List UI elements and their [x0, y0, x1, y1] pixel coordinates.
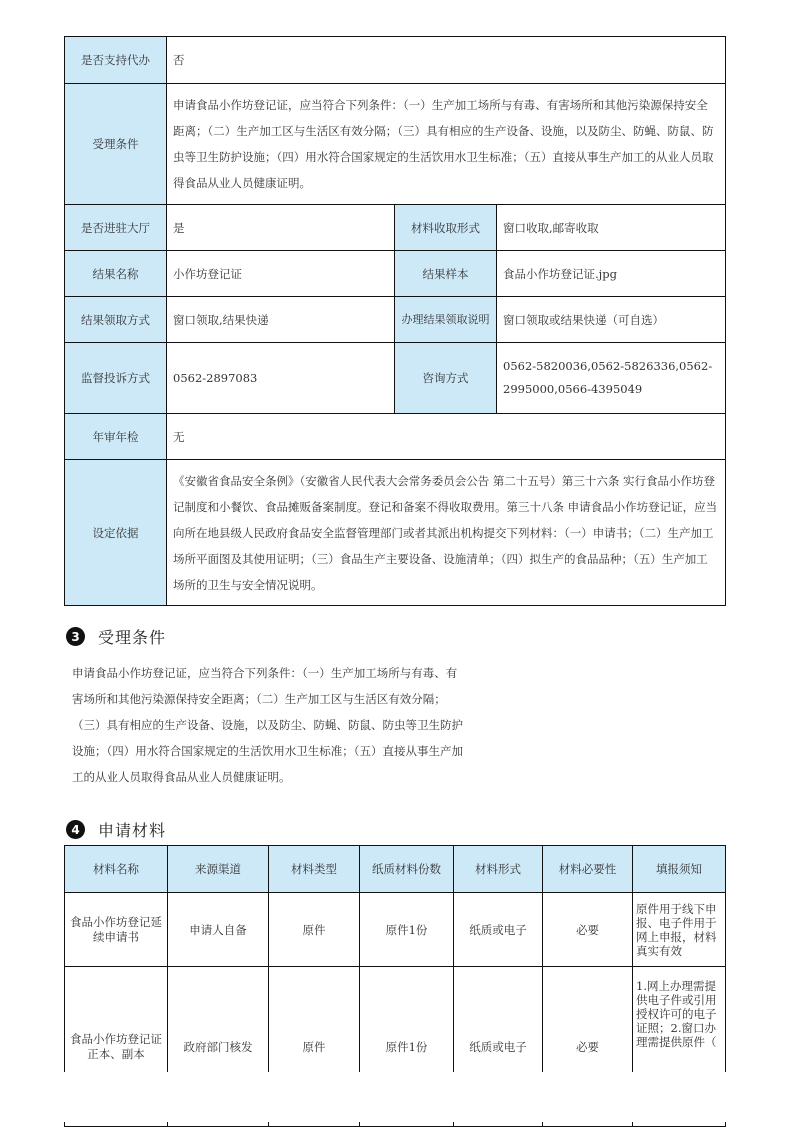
- section-3-number-icon: 3: [66, 627, 85, 646]
- header-paper-copies: 纸质材料份数: [360, 846, 454, 893]
- complaint-value: 0562-2897083: [167, 343, 395, 414]
- material-note: 原件用于线下申报、电子件用于网上申报，材料真实有效: [633, 893, 726, 967]
- annual-label: 年审年检: [65, 414, 167, 460]
- result-receive-label: 结果领取方式: [65, 297, 167, 343]
- material-form-label: 材料收取形式: [395, 205, 497, 251]
- material-form-value: 窗口收取,邮寄收取: [497, 205, 726, 251]
- header-necessity: 材料必要性: [543, 846, 633, 893]
- material-copies: 原件1份: [360, 893, 454, 967]
- acceptance-value: 申请食品小作坊登记证，应当符合下列条件：（一）生产加工场所与有毒、有害场所和其他污染源保持安全距离；（二）生产加工区与生活区有效分隔；（三）具有相应的生产设备、设施，以及防尘、防蝇、防鼠、防虫等卫生防护设施；（四）用水符合国家规定的生活饮用水卫生标准；（五）直接从事生产加工的从业人员取得食品从业人员健康证明。: [167, 84, 726, 205]
- hall-label: 是否进驻大厅: [65, 205, 167, 251]
- material-source: 申请人自备: [168, 893, 269, 967]
- row-result-name: [65, 251, 726, 297]
- material-source: 政府部门核发: [168, 967, 269, 1127]
- row-acceptance: [65, 84, 726, 205]
- basis-label: 设定依据: [65, 460, 167, 606]
- material-copies: 原件1份: [360, 967, 454, 1127]
- material-necessity: 必要: [543, 967, 633, 1127]
- material-name: 食品小作坊登记证正本、副本: [65, 967, 168, 1127]
- result-sample-value: 食品小作坊登记证.jpg: [497, 251, 726, 297]
- section-3-title: 受理条件: [98, 628, 167, 647]
- material-type: 原件: [269, 967, 360, 1127]
- section-4-header: [66, 818, 166, 841]
- consult-label: 咨询方式: [395, 343, 497, 414]
- consult-value: 0562-5820036,0562-5826336,0562-2995000,0566-4395049: [497, 343, 726, 414]
- section-4-title: 申请材料: [98, 821, 167, 840]
- header-source: 来源渠道: [168, 846, 269, 893]
- service-info-table: [64, 36, 726, 606]
- acceptance-label: 受理条件: [65, 84, 167, 205]
- header-material-name: 材料名称: [65, 846, 168, 893]
- row-annual: [65, 414, 726, 460]
- row-support-agent: [65, 37, 726, 84]
- annual-value: 无: [167, 414, 726, 460]
- header-material-form: 材料形式: [454, 846, 543, 893]
- hall-value: 是: [167, 205, 395, 251]
- material-note: 1.网上办理需提供电子件或引用授权许可的电子证照；2.窗口办理需提供原件（: [633, 967, 726, 1127]
- result-note-label: 办理结果领取说明: [395, 297, 497, 343]
- section-4-number-icon: 4: [66, 820, 85, 839]
- row-basis: [65, 460, 726, 606]
- header-fill-notes: 填报须知: [633, 846, 726, 893]
- material-name: 食品小作坊登记延续申请书: [65, 893, 168, 967]
- page-bottom-margin: [0, 1072, 793, 1122]
- material-necessity: 必要: [543, 893, 633, 967]
- result-note-value: 窗口领取或结果快递（可自选）: [497, 297, 726, 343]
- support-agent-label: 是否支持代办: [65, 37, 167, 84]
- result-name-value: 小作坊登记证: [167, 251, 395, 297]
- materials-header-row: [65, 846, 726, 893]
- acceptance-conditions-text: 申请食品小作坊登记证，应当符合下列条件：（一）生产加工场所与有毒、有害场所和其他污染源保持安全距离；（二）生产加工区与生活区有效分隔；（三）具有相应的生产设备、设施，以及防尘、防蝇、防鼠、防虫等卫生防护设施；（四）用水符合国家规定的生活饮用水卫生标准；（五）直接从事生产加工的从业人员取得食品从业人员健康证明。: [72, 666, 463, 784]
- row-result-receive: [65, 297, 726, 343]
- material-type: 原件: [269, 893, 360, 967]
- basis-value: 《安徽省食品安全条例》（安徽省人民代表大会常务委员会公告 第二十五号）第三十六条 实行食品小作坊登记制度和小餐饮、食品摊贩备案制度。登记和备案不得收取费用。第三十八条 申请食品小作坊登记证，应当向所在地县级人民政府食品安全监督管理部门或者其派出机构提交下列材料：（一）申请书；（二）生产加工场所平面图及其使用证明；（三）食品生产主要设备、设施清单；（四）拟生产的食品品种；（五）生产加工场所的卫生与安全情况说明。: [167, 460, 726, 606]
- material-form: 纸质或电子: [454, 893, 543, 967]
- header-material-type: 材料类型: [269, 846, 360, 893]
- support-agent-value: 否: [167, 37, 726, 84]
- section-3-header: [66, 625, 166, 648]
- row-complaint: [65, 343, 726, 414]
- table-row: [65, 893, 726, 967]
- complaint-label: 监督投诉方式: [65, 343, 167, 414]
- result-name-label: 结果名称: [65, 251, 167, 297]
- result-sample-label: 结果样本: [395, 251, 497, 297]
- result-receive-value: 窗口领取,结果快递: [167, 297, 395, 343]
- row-hall: [65, 205, 726, 251]
- material-form: 纸质或电子: [454, 967, 543, 1127]
